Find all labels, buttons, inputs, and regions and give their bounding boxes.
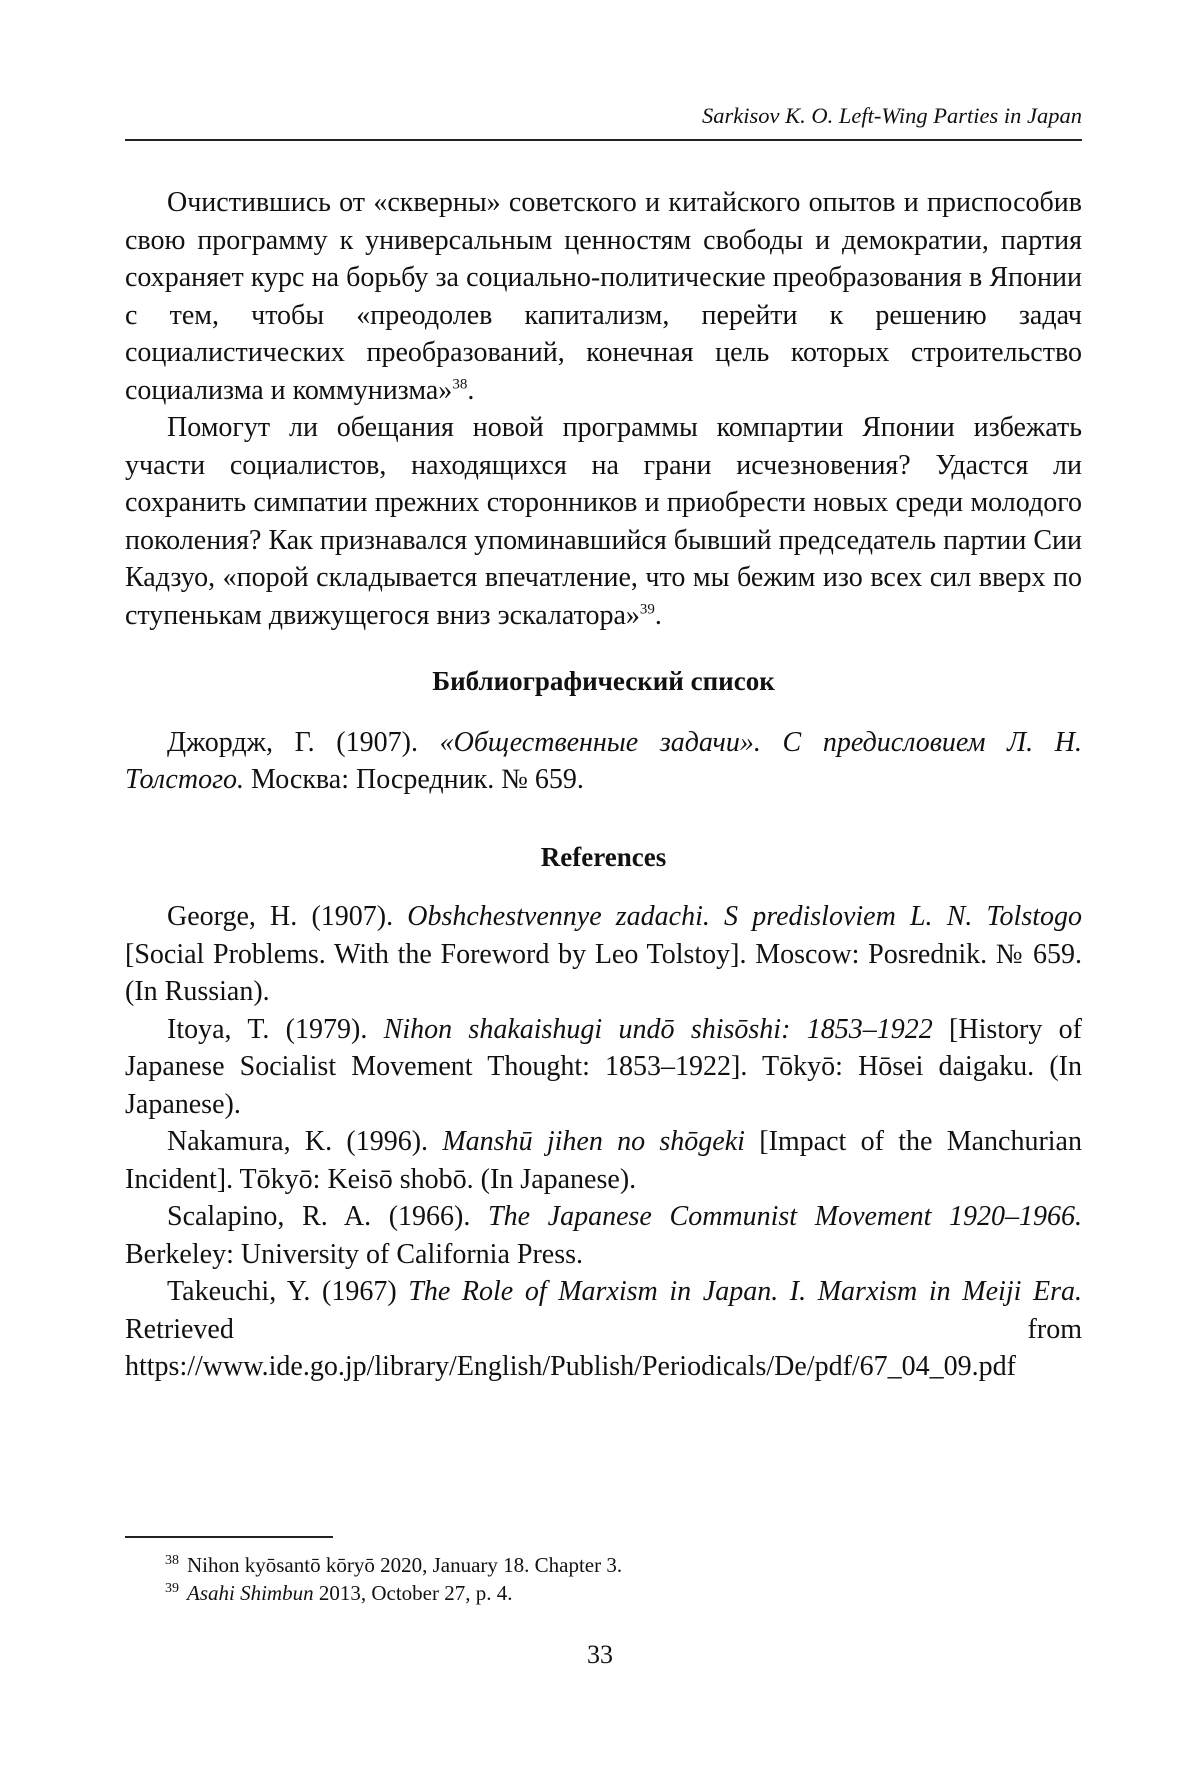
entry-rest: [Impact of the Manchurian Incident]. Tōkyō: Keisō shobō. (In Japanese). bbox=[125, 1126, 1082, 1195]
header-rule bbox=[125, 139, 1082, 141]
entry-title: The Role of Marxism in Japan. I. Marxism in Meiji Era. bbox=[408, 1276, 1082, 1307]
entry-title: Manshū jihen no shōgeki bbox=[442, 1126, 745, 1157]
reference-entry bbox=[125, 1123, 1082, 1198]
reference-entry bbox=[125, 898, 1082, 1011]
footnote-text: 2013, October 27, p. 4. bbox=[313, 1581, 513, 1605]
entry-lead: Takeuchi, Y. (1967) bbox=[167, 1276, 409, 1307]
entry-rest: [History of Japanese Socialist Movement Thought: 1853–1922]. Tōkyō: Hōsei daigaku. (In Japanese). bbox=[125, 1013, 1083, 1120]
footnote-number: 38 bbox=[165, 1553, 179, 1568]
reference-entry bbox=[125, 1011, 1082, 1124]
entry-rest: [Social Problems. With the Foreword by Leo Tolstoy]. Moscow: Posrednik. № 659. (In Russian). bbox=[125, 938, 1082, 1007]
paragraph-tail: . bbox=[467, 374, 475, 406]
body-paragraph bbox=[125, 409, 1082, 634]
entry-lead: Itoya, T. (1979). bbox=[167, 1013, 384, 1045]
entry-lead: Джордж, Г. (1907). bbox=[167, 726, 440, 758]
references-heading: References bbox=[540, 841, 667, 872]
body-paragraph bbox=[125, 184, 1082, 409]
entry-rest: Retrieved from bbox=[125, 1313, 1082, 1345]
bibliography-entry bbox=[125, 724, 1082, 799]
main-content bbox=[125, 184, 1082, 1386]
reference-entry bbox=[125, 1198, 1082, 1273]
paragraph-text: Помогут ли обещания новой программы компартии Японии избежать участи социалистов, находящихся на грани исчезновения? Удастся ли сохранить симпатии прежних сторонников и приобрести новых среди молодого поколения? Как признавался упоминавшийся бывший председатель партии Сии Кадзуо, «порой складывается впечатление, что мы бежим изо всех сил вверх по ступенькам движущегося вниз эскалатора» bbox=[125, 412, 1082, 631]
footnote-39 bbox=[165, 1579, 1082, 1607]
paragraph-text: Очистившись от «скверны» советского и китайского опытов и приспособив свою программу к универсальным ценностям свободы и демократии, партия сохраняет курс на борьбу за социально-политические преобразования в Японии с тем, чтобы «преодолев капитализм, перейти к решению задач социалистических преобразований, конечная цель которых строительство социализма и коммунизма» bbox=[125, 187, 1082, 406]
entry-lead: Scalapino, R. A. (1966). bbox=[167, 1201, 489, 1232]
reference-url-link[interactable]: https://www.ide.go.jp/library/English/Publish/Periodicals/De/pdf/67_04_09.pdf bbox=[125, 1351, 1017, 1382]
entry-rest: Berkeley: University of California Press. bbox=[125, 1238, 584, 1270]
entry-title: The Japanese Communist Movement 1920–1966. bbox=[488, 1201, 1082, 1232]
footnote-reference-38[interactable]: 38 bbox=[452, 376, 468, 393]
footnote-reference-39[interactable]: 39 bbox=[639, 601, 655, 618]
footnote-italic: Asahi Shimbun bbox=[187, 1581, 314, 1605]
footnote-rule bbox=[125, 1536, 333, 1538]
entry-title: Obshchestvennye zadachi. S predisloviem L. N. Tolstogo bbox=[407, 901, 1083, 932]
running-head: Sarkisov K. O. Left-Wing Parties in Japan bbox=[702, 103, 1082, 128]
footnotes bbox=[165, 1551, 1082, 1607]
bibliography-heading: Библиографический список bbox=[432, 666, 775, 696]
entry-rest: Москва: Посредник. № 659. bbox=[244, 764, 584, 795]
entry-title: Nihon shakaishugi undō shisōshi: 1853–1922 bbox=[383, 1013, 933, 1045]
reference-entry bbox=[125, 1273, 1082, 1386]
entry-lead: Nakamura, K. (1996). bbox=[167, 1126, 443, 1157]
page-number: 33 bbox=[587, 1640, 613, 1669]
footnote-text: Nihon kyōsantō kōryō 2020, January 18. Chapter 3. bbox=[187, 1553, 623, 1577]
footnote-38 bbox=[165, 1551, 1082, 1579]
footnote-number: 39 bbox=[165, 1581, 179, 1596]
entry-title: «Общественные задачи». С предисловием Л. Н. Толстого. bbox=[125, 726, 1082, 795]
paragraph-tail: . bbox=[654, 599, 662, 631]
entry-lead: George, H. (1907). bbox=[167, 901, 408, 932]
